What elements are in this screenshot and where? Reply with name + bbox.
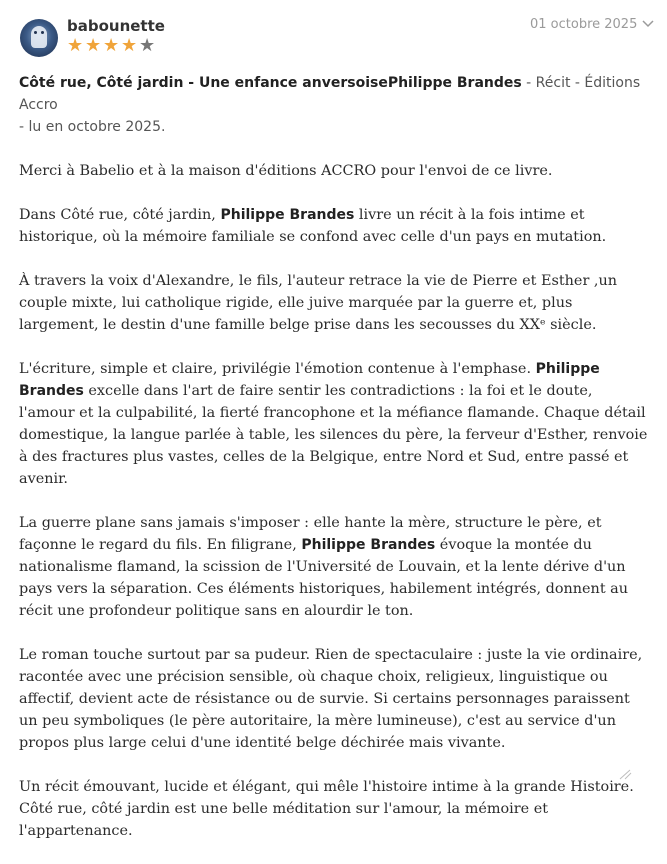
star-icon: ★ bbox=[85, 35, 102, 56]
review-paragraph: À travers la voix d'Alexandre, le fils, l'auteur retrace la vie de Pierre et Esther ,un couple mixte, lui catholique rigide, elle juive marquée par la guerre et, plus largement, le destin d'une famille belge prise dans les secousses du XXᵉ siècle. bbox=[19, 273, 618, 333]
review-paragraph: Merci à Babelio et à la maison d'éditions ACCRO pour l'envoi de ce livre. bbox=[19, 163, 553, 179]
star-icon: ★ bbox=[121, 35, 138, 56]
review-paragraph bbox=[19, 512, 651, 622]
author-link[interactable]: Philippe Brandes bbox=[220, 207, 355, 223]
review-body bbox=[19, 72, 651, 864]
read-date: - lu en octobre 2025. bbox=[19, 119, 166, 135]
author-link[interactable]: Philippe Brandes bbox=[301, 537, 436, 553]
paragraph-text: La guerre plane sans jamais s'imposer : elle hante la mère, structure le père, et façonne le regard du fils. En filigrane, bbox=[19, 515, 602, 553]
paragraph-text: excelle dans l'art de faire sentir les contradictions : la foi et le doute, l'amour et la culpabilité, la fierté francophone et la méfiance flamande. Chaque détail domestique, la langue parlée à table, les silences du père, la ferveur d'Esther, renvoie à des fractures plus vastes, celles de la Belgique, entre Nord et Sud, entre passé et avenir. bbox=[19, 383, 648, 487]
star-icon: ★ bbox=[103, 35, 120, 56]
review-header bbox=[0, 0, 667, 70]
resize-handle-icon bbox=[618, 770, 632, 779]
review-date: 01 octobre 2025 bbox=[530, 17, 638, 32]
paragraph-text: évoque la montée du nationalisme flamand, la scission de l'Université de Louvain, et la lente dérive d'un pays vers la séparation. Ces éléments historiques, habilement intégrés, donnent au récit une profondeur politique sans en alourdir le ton. bbox=[19, 537, 629, 619]
review-paragraph bbox=[19, 204, 651, 248]
username[interactable]: babounette bbox=[67, 17, 165, 35]
paragraph-text: Dans Côté rue, côté jardin, bbox=[19, 207, 221, 223]
book-title[interactable]: Côté rue, Côté jardin - Une enfance anversoise bbox=[19, 75, 388, 91]
review-paragraph: Le roman touche surtout par sa pudeur. Rien de spectaculaire : juste la vie ordinaire, racontée avec une précision sensible, où chaque choix, religieux, linguistique ou affectif, devient acte de résistance ou de survie. Si certains personnages paraissent un peu symboliques (le père autoritaire, la mère lumineuse), c'est au service d'un propos plus large celui d'une identité belge déchirée mais vivante. bbox=[19, 647, 643, 751]
ghost-avatar-icon bbox=[31, 26, 47, 48]
book-meta: - Récit - Éditions Accro bbox=[19, 75, 641, 113]
review-paragraph bbox=[19, 358, 651, 490]
paragraph-text: livre un récit à la fois intime et historique, où la mémoire familiale se confond avec celle d'un pays en mutation. bbox=[19, 207, 607, 245]
book-info bbox=[19, 72, 651, 138]
paragraph-text: L'écriture, simple et claire, privilégie l'émotion contenue à l'emphase. bbox=[19, 361, 536, 377]
rating-stars bbox=[67, 36, 157, 56]
star-icon: ★ bbox=[67, 35, 84, 56]
star-icon: ★ bbox=[139, 35, 156, 56]
review-paragraph: Un récit émouvant, lucide et élégant, qui mêle l'histoire intime à la grande Histoire. Côté rue, côté jardin est une belle méditation sur l'amour, la mémoire et l'appartenance. bbox=[19, 779, 634, 839]
chevron-down-icon[interactable] bbox=[641, 17, 655, 31]
avatar[interactable] bbox=[20, 19, 58, 57]
author-link[interactable]: Philippe Brandes bbox=[19, 361, 600, 399]
book-author[interactable]: Philippe Brandes bbox=[387, 75, 522, 91]
